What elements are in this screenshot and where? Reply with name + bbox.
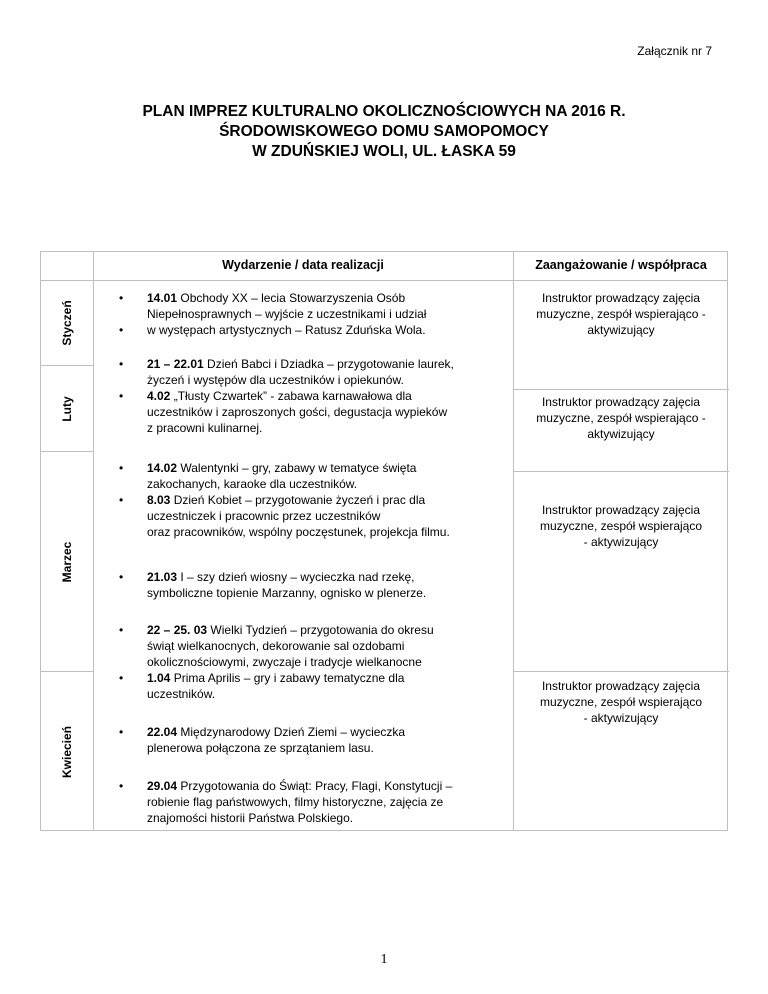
- annex-label: Załącznik nr 7: [637, 44, 712, 58]
- month-april: Kwiecień: [60, 725, 74, 779]
- page-number: 1: [380, 952, 388, 967]
- involvement-cell: Instruktor prowadzący zajęcia muzyczne, zespół wspierająco - aktywizujący: [536, 291, 706, 337]
- column-divider-month: [93, 252, 94, 830]
- title-line-1: PLAN IMPREZ KULTURALNO OKOLICZNOŚCIOWYCH NA 2016 R.: [142, 103, 626, 120]
- bullet: •: [119, 725, 124, 739]
- bullet: •: [119, 461, 124, 475]
- month-march: Marzec: [60, 541, 74, 582]
- event-item: • 1.04 Prima Aprilis – gry i zabawy tematyczne dla uczestników.: [119, 671, 405, 701]
- bullet: •: [119, 493, 124, 507]
- bullet: •: [119, 570, 124, 584]
- event-item: • 14.02 Walentynki – gry, zabawy w tematyce święta zakochanych, karaoke dla uczestników.: [119, 461, 417, 491]
- involvement-divider-3: [513, 671, 729, 672]
- event-item: • 22.04 Międzynarodowy Dzień Ziemi – wycieczka plenerowa połączona ze sprzątaniem lasu.: [119, 725, 406, 755]
- events-table: [40, 251, 728, 831]
- header-divider: [41, 280, 727, 281]
- month-january: Styczeń: [60, 300, 74, 346]
- event-item: • 14.01 Obchody XX – lecia Stowarzyszenia Osób Niepełnosprawnych – wyjście z uczestnikami i udział: [119, 291, 427, 321]
- month-february: Luty: [60, 395, 74, 422]
- event-item: • 8.03 Dzień Kobiet – przygotowanie życzeń i prac dla uczestniczek i pracownic przez uczestników oraz pracowników, wspólny poczęstunek, projekcja filmu.: [119, 493, 450, 539]
- document-title: [40, 102, 728, 162]
- header-event: Wydarzenie / data realizacji: [222, 258, 384, 272]
- event-item: • 21.03 I – szy dzień wiosny – wycieczka nad rzekę, symboliczne topienie Marzanny, ognisko w plenerze.: [119, 570, 427, 600]
- involvement-cell: Instruktor prowadzący zajęcia muzyczne, zespół wspierająco - aktywizujący: [539, 679, 703, 725]
- bullet: •: [119, 671, 124, 685]
- event-item: • w występach artystycznych – Ratusz Zduńska Wola.: [119, 323, 426, 337]
- bullet: •: [119, 291, 124, 305]
- involvement-cell: Instruktor prowadzący zajęcia muzyczne, zespół wspierająco - aktywizujący: [536, 395, 706, 441]
- bullet: •: [119, 357, 124, 371]
- bullet: •: [119, 623, 124, 637]
- involvement-divider-2: [513, 471, 729, 472]
- bullet: •: [119, 389, 124, 403]
- title-line-3: W ZDUŃSKIEJ WOLI, UL. ŁASKA 59: [252, 143, 516, 160]
- header-involvement: Zaangażowanie / współpraca: [535, 258, 707, 272]
- event-item: • 21 – 22.01 Dzień Babci i Dziadka – przygotowanie laurek, życzeń i występów dla uczestników i opiekunów.: [119, 357, 454, 387]
- involvement-cell: Instruktor prowadzący zajęcia muzyczne, zespół wspierająco - aktywizujący: [539, 503, 703, 549]
- title-line-2: ŚRODOWISKOWEGO DOMU SAMOPOMOCY: [219, 123, 549, 140]
- bullet: •: [119, 323, 124, 337]
- involvement-divider-1: [513, 389, 729, 390]
- event-item: • 4.02 „Tłusty Czwartek” - zabawa karnawałowa dla uczestników i zaproszonych gości, degustacja wypieków z pracowni kulinarnej.: [119, 389, 448, 435]
- bullet: •: [119, 779, 124, 793]
- event-item: • 29.04 Przygotowania do Świąt: Pracy, Flagi, Konstytucji – robienie flag państwowych, filmy historyczne, zajęcia ze znajomości historii Państwa Polskiego.: [119, 779, 453, 825]
- event-item: • 22 – 25. 03 Wielki Tydzień – przygotowania do okresu świąt wielkanocnych, dekorowanie sal ozdobami okolicznościowymi, zwyczaje i tradycje wielkanocne: [119, 623, 434, 669]
